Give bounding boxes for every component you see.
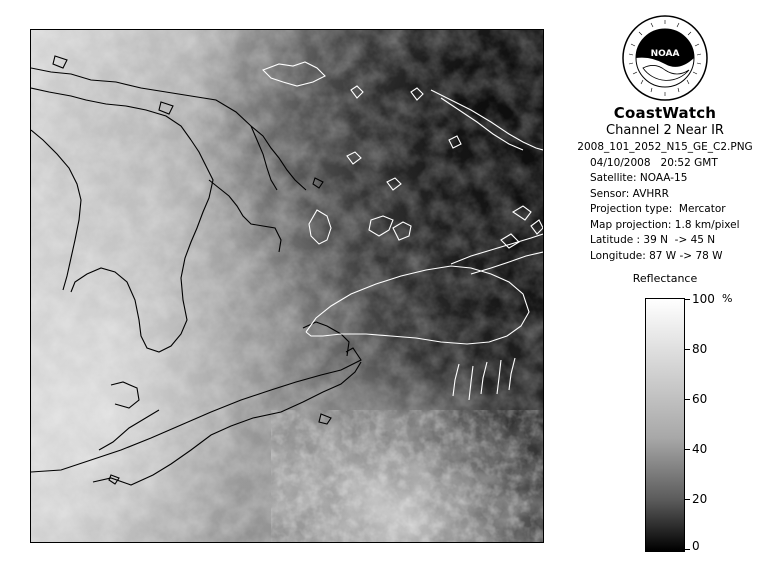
channel-label: Channel 2 Near IR (606, 123, 724, 138)
colorbar-tick (684, 349, 690, 350)
datetime: 04/10/2008 20:52 GMT (590, 156, 718, 169)
satellite: Satellite: NOAA-15 (590, 172, 688, 184)
colorbar-tick-label: 40 (692, 442, 708, 456)
colorbar-tick (684, 299, 690, 300)
colorbar-tick-label: 20 (692, 492, 708, 506)
satellite-map (30, 29, 544, 543)
brand-title: CoastWatch (613, 104, 717, 122)
colorbar-tick (684, 549, 690, 550)
latitude-range: Latitude : 39 N -> 45 N (590, 234, 716, 246)
sensor: Sensor: AVHRR (590, 187, 669, 200)
satellite-image (31, 30, 543, 542)
colorbar-tick (684, 399, 690, 400)
metadata-block (560, 140, 770, 264)
logo-text: NOAA (650, 49, 680, 59)
colorbar-tick-label: 80 (692, 342, 708, 356)
colorbar-tick (684, 449, 690, 450)
legend-panel (560, 14, 770, 285)
noaa-logo (621, 14, 709, 102)
filename: 2008_101_2052_N15_GE_C2.PNG (577, 141, 753, 153)
reflectance-colorbar (645, 298, 685, 552)
colorbar-tick-label: 100 (692, 292, 715, 306)
colorbar-tick-label: 0 (692, 539, 700, 553)
colorbar-tick (684, 499, 690, 500)
longitude-range: Longitude: 87 W -> 78 W (590, 249, 723, 262)
map-projection: Map projection: 1.8 km/pixel (590, 218, 740, 231)
projection-type: Projection type: Mercator (590, 203, 726, 215)
colorbar-unit: % (722, 292, 733, 305)
colorbar-title: Reflectance (632, 272, 698, 285)
colorbar-tick-label: 60 (692, 392, 708, 406)
